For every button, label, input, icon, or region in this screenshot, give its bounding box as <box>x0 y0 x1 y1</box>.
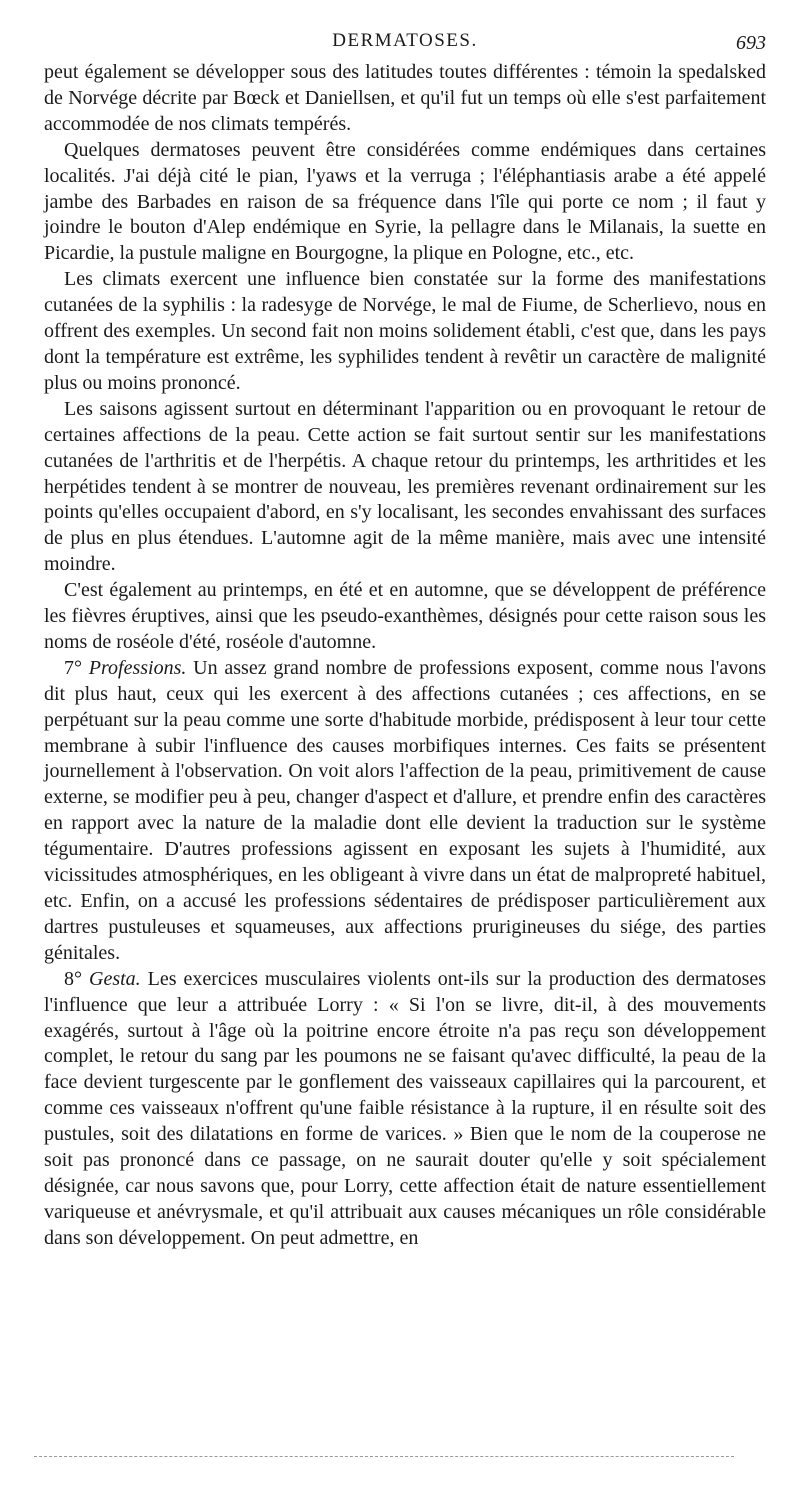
paragraph-eruptive-fevers: C'est également au printemps, en été et en automne, que se développent de préférence les fièvres éruptives, ainsi que les pseudo-exanthèmes, désignés pour cette raison sous les noms de roséole d'été, roséole d'automne. <box>44 579 766 653</box>
paragraph-continuation: peut également se développer sous des latitudes toutes différentes : témoin la spedalsked de Norvége décrite par Bœck et Daniellsen, et qu'il fut un temps où elle s'est parfaitement accommodée de nos climats tempérés. <box>44 61 766 135</box>
paragraph-seasons: Les saisons agissent surtout en déterminant l'apparition ou en provoquant le retour de certaines affections de la peau. Cette action se fait surtout sentir sur les manifestations cutanées de l'arthritis et de l'herpétis. A chaque retour du printemps, les arthritides et les herpétides tendent à se montrer de nouveau, les premières revenant ordinairement sur les points qu'elles occupaient d'abord, en s'y localisant, les secondes envahissant des surfaces de plus en plus étendues. L'automne agit de la même manière, mais avec une intensité moindre. <box>44 397 766 576</box>
paragraph-climates: Les climats exercent une influence bien constatée sur la forme des manifestations cutanées de la syphilis : la radesyge de Norvége, le mal de Fiume, de Scherlievo, nous en offrent des exemples. Un second fait non moins solidement établi, c'est que, dans les pays dont la température est extrême, les syphilides tendent à revêtir un caractère de malignité plus ou moins prononcé. <box>44 268 766 394</box>
section-number: 8° <box>64 967 82 990</box>
paragraph-professions <box>44 656 766 967</box>
paragraph-endemic-dermatoses: Quelques dermatoses peuvent être considérées comme endémiques dans certaines localités. J'ai déjà cité le pian, l'yaws et la verruga ; l'éléphantiasis arabe a été appelé jambe des Barbades en raison de sa fréquence dans l'île qui porte ce nom ; il faut y joindre le bouton d'Alep endémique en Syrie, la pellagre dans le Milanais, la suette en Picardie, la pustule maligne en Bourgogne, la plique en Pologne, etc., etc. <box>44 138 766 265</box>
paragraph-gesta-body: Les exercices musculaires violents ont-ils sur la production des dermatoses l'influence que leur a attribuée Lorry : « Si l'on se livre, dit-il, à des mouvements exagérés, surtout à l'âge où la poitrine encore étroite n'a pas reçu son développement complet, le retour du sang par les poumons ne se faisant qu'avec difficulté, la peau de la face devient turgescente par le gonflement des vaisseaux capillaires qui la parcourent, et comme ces vaisseaux n'offrent qu'une faible résistance à la rupture, il en résulte soit des pustules, soit des dilatations en forme de varices. » Bien que le nom de la couperose ne soit pas prononcé dans ce passage, on ne saurait douter qu'elle y soit spécialement désignée, car nous savons que, pour Lorry, cette affection était de nature essentiellement variqueuse et anévrysmale, et qu'il attribuait aux causes mécaniques un rôle considérable dans son développement. On peut admettre, en <box>44 967 767 1249</box>
body-text <box>44 60 766 1252</box>
section-number: 7° <box>64 656 82 679</box>
paragraph-professions-body: Un assez grand nombre de professions exposent, comme nous l'avons dit plus haut, ceux qui les exercent à des affections cutanées ; ces affections, en se perpétuant sur la peau comme une sorte d'habitude morbide, prédisposent à leur tour cette membrane à subir l'influence des causes morbifiques internes. Ces faits se présentent journellement à l'observation. On voit alors l'affection de la peau, primitivement de cause externe, se modifier peu à peu, changer d'aspect et d'allure, et prendre enfin des caractères en rapport avec la nature de la maladie dont elle devient la traduction sur le système tégumentaire. D'autres professions agissent en exposant les sujets à l'humidité, aux vicissitudes atmosphériques, en les obligeant à vivre dans un état de malpropreté habituel, etc. Enfin, on a accusé les professions sédentaires de prédisposer particulièrement aux dartres pustuleuses et squameuses, aux affections prurigineuses du siége, des parties génitales. <box>44 656 766 964</box>
section-heading-gesta: Gesta. <box>89 967 141 990</box>
paragraph-gesta <box>44 967 766 1252</box>
running-title: DERMATOSES. <box>332 30 478 51</box>
page-number: 693 <box>736 32 766 54</box>
section-heading-professions: Professions. <box>88 656 187 679</box>
footer-divider <box>34 1456 734 1457</box>
running-head <box>44 28 766 54</box>
